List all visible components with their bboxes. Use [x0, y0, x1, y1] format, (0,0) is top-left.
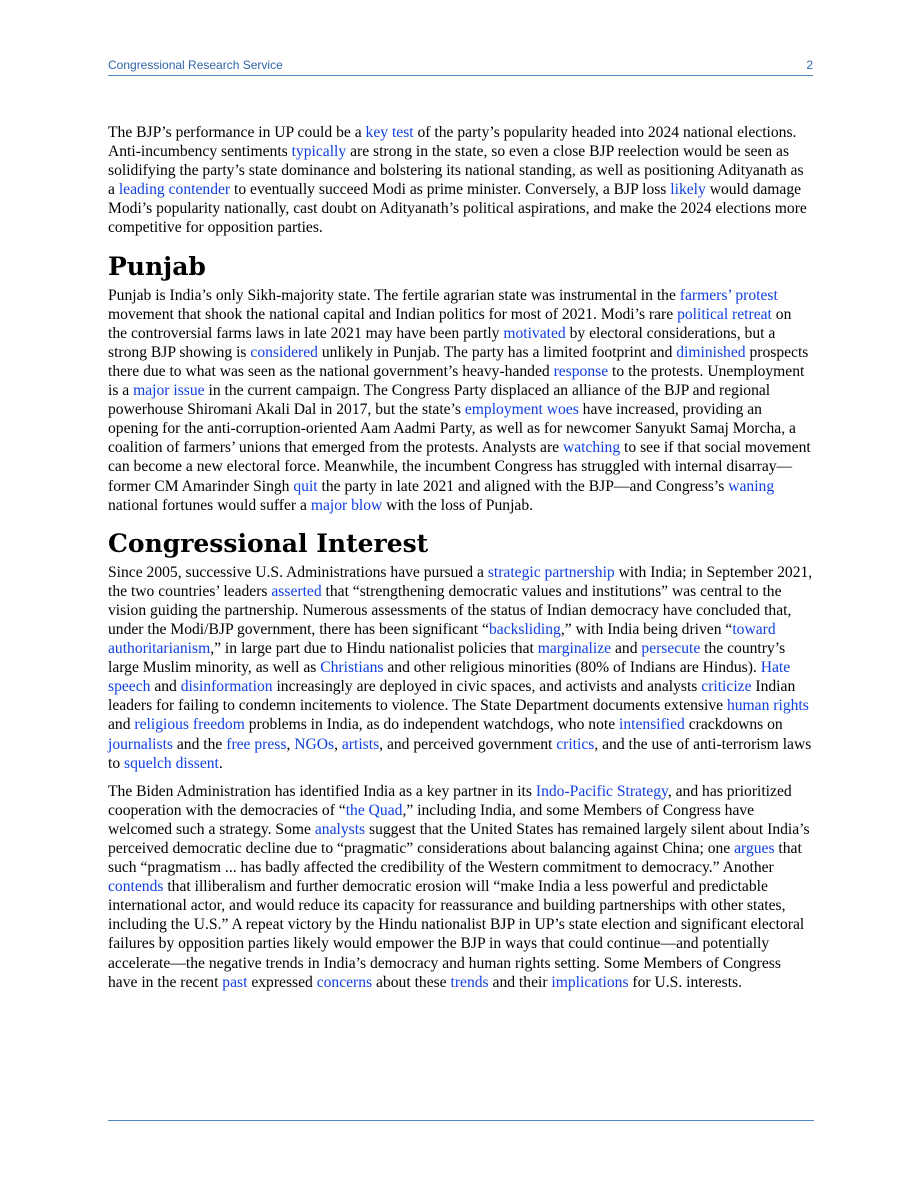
link-persecute[interactable]: persecute — [641, 640, 701, 658]
link-argues[interactable]: argues — [734, 840, 775, 857]
text-run: , — [334, 735, 342, 753]
link-christians[interactable]: Christians — [320, 659, 384, 677]
link-political-retreat[interactable]: political retreat — [677, 305, 772, 323]
text-run: suggest that the United States has remained largely silent about India’s perceived democratic decline due to “pragmatic” considerations about balancing against China; one — [108, 820, 810, 857]
paragraph-us-partnership — [108, 563, 814, 773]
link-artists[interactable]: artists — [341, 735, 380, 753]
text-run: and — [108, 716, 135, 734]
text-run: movement that shook the national capital and Indian politics for most of 2021. Modi’s rare — [108, 305, 678, 323]
link-hate-speech[interactable]: Hate speech — [108, 659, 791, 696]
link-squelch-dissent[interactable]: squelch dissent — [124, 754, 219, 772]
text-run: Since 2005, successive U.S. Administrations have pursued a — [108, 563, 488, 581]
link-farmers-protest[interactable]: farmers’ protest — [679, 286, 778, 304]
link-the-quad[interactable]: the Quad — [345, 801, 403, 819]
publisher-name: Congressional Research Service — [108, 58, 283, 72]
link-human-rights[interactable]: human rights — [726, 697, 809, 715]
link-key-test[interactable]: key test — [365, 124, 414, 141]
link-trends[interactable]: trends — [450, 973, 489, 991]
link-response[interactable]: response — [553, 362, 609, 380]
text-run: The BJP’s performance in UP could be a — [108, 124, 366, 141]
link-ngos[interactable]: NGOs — [294, 735, 335, 753]
text-run: about these — [372, 973, 451, 991]
link-diminished[interactable]: diminished — [676, 343, 746, 361]
link-considered[interactable]: considered — [250, 343, 318, 361]
link-waning[interactable]: waning — [728, 477, 775, 495]
link-likely[interactable]: likely — [670, 181, 706, 199]
link-implications[interactable]: implications — [551, 973, 629, 991]
link-motivated[interactable]: motivated — [503, 324, 566, 342]
link-intensified[interactable]: intensified — [619, 716, 685, 734]
text-run: to the protests. Unemployment is a — [108, 362, 805, 400]
text-run: by electoral considerations, but a strong BJP showing is — [108, 324, 776, 361]
text-run: would damage Modi’s popularity nationally, cast doubt on Adityanath’s political aspirations, and make the 2024 elections more competitive for opposition parties. — [108, 181, 807, 237]
text-run: to see if that social movement can become a new electoral force. Meanwhile, the incumbent Congress has struggled with internal disarray—former CM Amarinder Singh — [108, 439, 811, 495]
text-run: , and has prioritized cooperation with the democracies of “ — [108, 782, 792, 819]
text-run: with India; in September 2021, the two countries’ leaders — [108, 563, 813, 600]
text-run: of the party’s popularity headed into 2024 national elections. Anti-incumbency sentiments — [108, 124, 797, 161]
link-indo-pacific-strategy[interactable]: Indo-Pacific Strategy — [535, 782, 668, 800]
text-run: with the loss of Punjab. — [382, 496, 534, 514]
paragraph-biden-administration — [108, 782, 814, 992]
text-run: ,” including India, and some Members of Congress have welcomed such a strategy. Some — [108, 801, 755, 838]
text-run: to eventually succeed Modi as prime minister. Conversely, a BJP loss — [230, 181, 671, 199]
text-run: have increased, providing an opening for the anti-corruption-oriented Aam Aadmi Party, as well as for newcomer Sanyukt Samaj Morcha, a coalition of farmers’ unions that emerged from the protests. Analysts are — [108, 401, 796, 457]
text-run: national fortunes would suffer a — [108, 496, 311, 514]
text-run: the party in late 2021 and aligned with the BJP—and Congress’s — [317, 477, 729, 495]
text-run: for U.S. interests. — [628, 973, 742, 991]
text-run: prospects there due to what was seen as the national government’s heavy-handed — [108, 343, 809, 380]
text-run: and their — [488, 973, 552, 991]
text-run: The Biden Administration has identified India as a key partner in its — [108, 782, 536, 800]
heading-punjab: Punjab — [108, 251, 206, 281]
link-employment-woes[interactable]: employment woes — [464, 401, 579, 419]
text-run: are strong in the state, so even a close BJP reelection would be seen as solidifying the party’s state dominance and bolstering its national standing, as well as positioning Adityanath as a — [108, 143, 804, 199]
link-critics[interactable]: critics — [556, 735, 595, 753]
text-run: expressed — [247, 973, 317, 991]
link-contends[interactable]: contends — [108, 878, 164, 896]
link-strategic-partnership[interactable]: strategic partnership — [487, 563, 615, 581]
link-major-blow[interactable]: major blow — [310, 496, 383, 514]
text-run: that “strengthening democratic values and institutions” was central to the vision guiding the partnership. Numerous assessments of the status of Indian democracy have concluded that, under the Modi/BJP government, there has been significant “ — [108, 582, 792, 638]
link-asserted[interactable]: asserted — [271, 582, 322, 600]
link-religious-freedom[interactable]: religious freedom — [134, 716, 245, 734]
text-run: problems in India, as do independent watchdogs, who note — [244, 716, 620, 734]
text-run: and — [150, 678, 181, 696]
text-run: ,” with India being driven “ — [560, 620, 733, 638]
link-free-press[interactable]: free press — [226, 735, 287, 753]
text-run: , — [286, 735, 295, 753]
link-quit[interactable]: quit — [293, 477, 318, 495]
text-run: on the controversial farms laws in late 2021 may have been partly — [108, 305, 792, 342]
paragraph-punjab — [108, 286, 814, 515]
link-toward-authoritarianism[interactable]: toward authoritarianism — [108, 620, 776, 658]
heading-congressional-interest: Congressional Interest — [108, 528, 429, 558]
text-run: the country’s large Muslim minority, as well as — [108, 640, 786, 677]
text-run: that such “pragmatism ... has badly affected the credibility of the Western commitment to democracy.” Another — [108, 840, 802, 877]
link-analysts[interactable]: analysts — [314, 820, 366, 838]
report-body — [108, 123, 814, 1001]
text-run: crackdowns on — [684, 716, 783, 734]
link-criticize[interactable]: criticize — [701, 678, 752, 696]
text-run: ,” in large part due to Hindu nationalist policies that — [210, 640, 538, 658]
text-run: and — [611, 640, 642, 658]
text-run: and other religious minorities (80% of Indians are Hindus). — [383, 659, 761, 677]
running-header — [108, 58, 813, 76]
text-run: and the — [172, 735, 227, 753]
link-journalists[interactable]: journalists — [108, 735, 173, 753]
link-marginalize[interactable]: marginalize — [537, 640, 612, 658]
text-run: that illiberalism and further democratic erosion will “make India a less powerful and predictable international actor, and would reduce its capacity for reassurance and building partnerships with other states, including the U.S.” A repeat victory by the Hindu nationalist BJP in UP’s state election and significant electoral failures by opposition parties likely would empower the BJP in ways that could continue—and potentially accelerate—the negative trends in India’s democracy and human rights setting. Some Members of Congress have in the recent — [108, 878, 805, 991]
text-run: in the current campaign. The Congress Party displaced an alliance of the BJP and regional powerhouse Shiromani Akali Dal in 2017, but the state’s — [108, 382, 771, 419]
text-run: increasingly are deployed in civic spaces, and activists and analysts — [272, 678, 702, 696]
link-leading-contender[interactable]: leading contender — [118, 181, 231, 199]
text-run: . — [218, 754, 223, 772]
page-number: 2 — [806, 58, 813, 72]
text-run: unlikely in Punjab. The party has a limited footprint and — [317, 343, 677, 361]
link-typically[interactable]: typically — [291, 143, 347, 161]
link-past[interactable]: past — [222, 973, 248, 991]
link-backsliding[interactable]: backsliding — [488, 620, 561, 638]
text-run: , and perceived government — [379, 735, 557, 753]
paragraph-up-performance — [108, 123, 814, 238]
footer-rule — [108, 1120, 814, 1121]
link-major-issue[interactable]: major issue — [133, 382, 205, 400]
link-watching[interactable]: watching — [562, 439, 621, 457]
link-disinformation[interactable]: disinformation — [180, 678, 273, 696]
text-run: Indian leaders for failing to condemn incitements to violence. The State Department documents extensive — [108, 678, 796, 715]
text-run: , and the use of anti-terrorism laws to — [108, 735, 812, 772]
link-concerns[interactable]: concerns — [316, 973, 373, 991]
text-run: Punjab is India’s only Sikh-majority state. The fertile agrarian state was instrumental in the — [108, 286, 680, 304]
